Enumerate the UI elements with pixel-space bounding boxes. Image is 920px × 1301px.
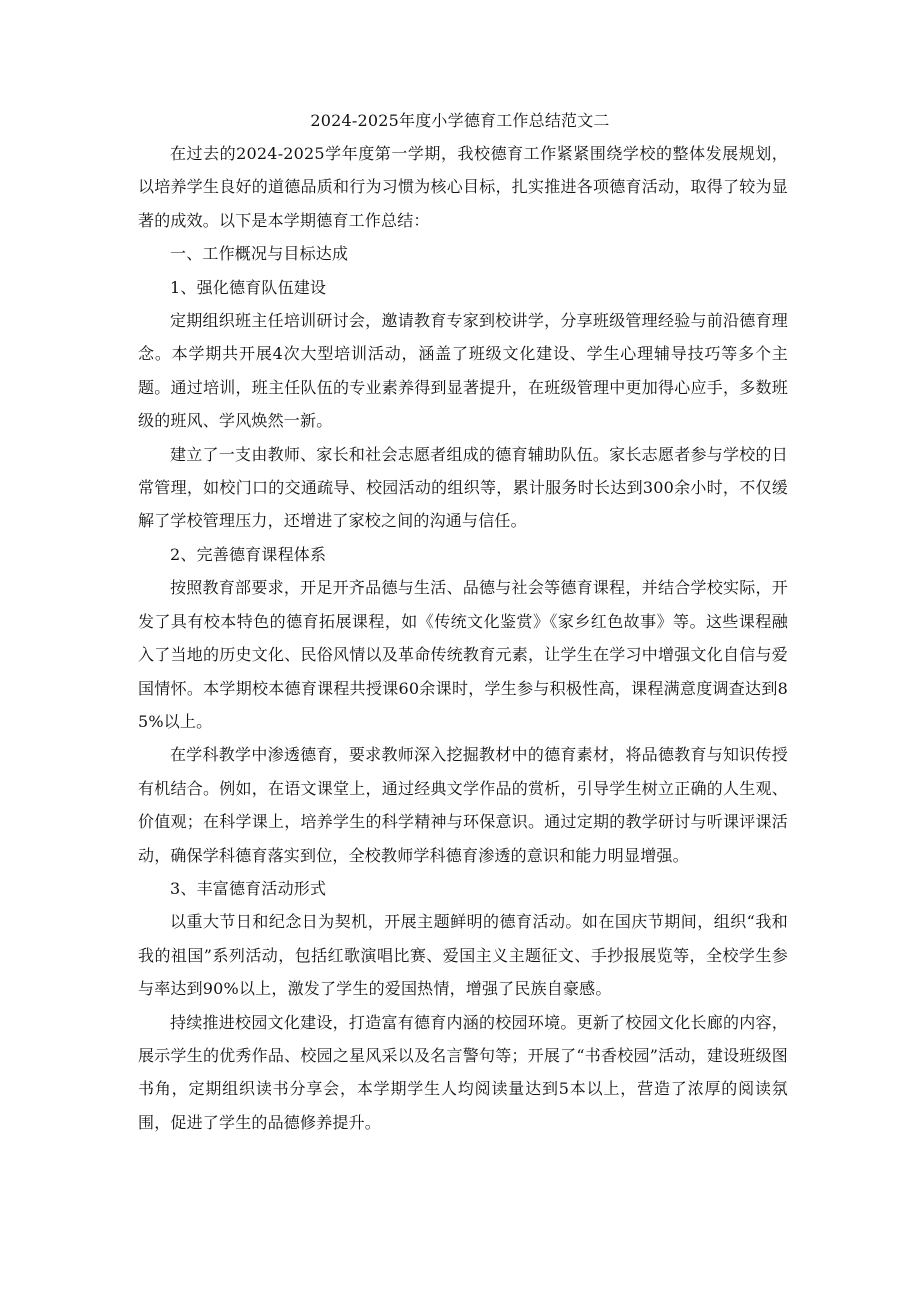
subheading-team-building: 1、强化德育队伍建设 (170, 277, 327, 297)
intro-paragraph: 在过去的2024-2025学年度第一学期，我校德育工作紧紧围绕学校的整体发展规划，以培养学生良好的道德品质和行为习惯为核心目标，扎实推进各项德育活动，取得了较为显著的成效。以下是本学期德育工作总结： (138, 144, 788, 230)
paragraph-school-curriculum: 按照教育部要求，开足开齐品德与生活、品德与社会等德育课程，并结合学校实际，开发了具有校本特色的德育拓展课程，如《传统文化鉴赏》《家乡红色故事》等。这些课程融入了当地的历史文化、民俗风情以及革命传统教育元素，让学生在学习中增强文化自信与爱国情怀。本学期校本德育课程共授课60余课时，学生参与积极性高，课程满意度调查达到85%以上。 (138, 578, 788, 731)
paragraph-volunteer-team: 建立了一支由教师、家长和社会志愿者组成的德育辅助队伍。家长志愿者参与学校的日常管理，如校门口的交通疏导、校园活动的组织等，累计服务时长达到300余小时，不仅缓解了学校管理压力，还增进了家校之间的沟通与信任。 (138, 444, 788, 531)
paragraph-teacher-training: 定期组织班主任培训研讨会，邀请教育专家到校讲学，分享班级管理经验与前沿德育理念。本学期共开展4次大型培训活动，涵盖了班级文化建设、学生心理辅导技巧等多个主题。通过培训，班主任队伍的专业素养得到显著提升，在班级管理中更加得心应手，多数班级的班风、学风焕然一新。 (138, 311, 788, 431)
subheading-curriculum: 2、完善德育课程体系 (170, 544, 327, 564)
document-body (138, 137, 788, 1139)
document-title: 2024-2025年度小学德育工作总结范文二 (310, 111, 610, 130)
paragraph-festival-activities: 以重大节日和纪念日为契机，开展主题鲜明的德育活动。如在国庆节期间，组织“我和我的祖国”系列活动，包括红歌演唱比赛、爱国主义主题征文、手抄报展览等，全校学生参与率达到90%以上，激发了学生的爱国热情，增强了民族自豪感。 (138, 912, 788, 999)
section-heading-overview: 一、工作概况与目标达成 (170, 244, 349, 264)
subheading-activities: 3、丰富德育活动形式 (170, 878, 327, 898)
paragraph-campus-culture: 持续推进校园文化建设，打造富有德育内涵的校园环境。更新了校园文化长廊的内容，展示学生的优秀作品、校园之星风采以及名言警句等；开展了“书香校园”活动，建设班级图书角，定期组织读书分享会，本学期学生人均阅读量达到5本以上，营造了浓厚的阅读氛围，促进了学生的品德修养提升。 (138, 1012, 788, 1132)
paragraph-subject-teaching: 在学科教学中渗透德育，要求教师深入挖掘教材中的德育素材，将品德教育与知识传授有机结合。例如，在语文课堂上，通过经典文学作品的赏析，引导学生树立正确的人生观、价值观；在科学课上，培养学生的科学精神与环保意识。通过定期的教学研讨与听课评课活动，确保学科德育落实到位，全校教师学科德育渗透的意识和能力明显增强。 (138, 745, 788, 865)
